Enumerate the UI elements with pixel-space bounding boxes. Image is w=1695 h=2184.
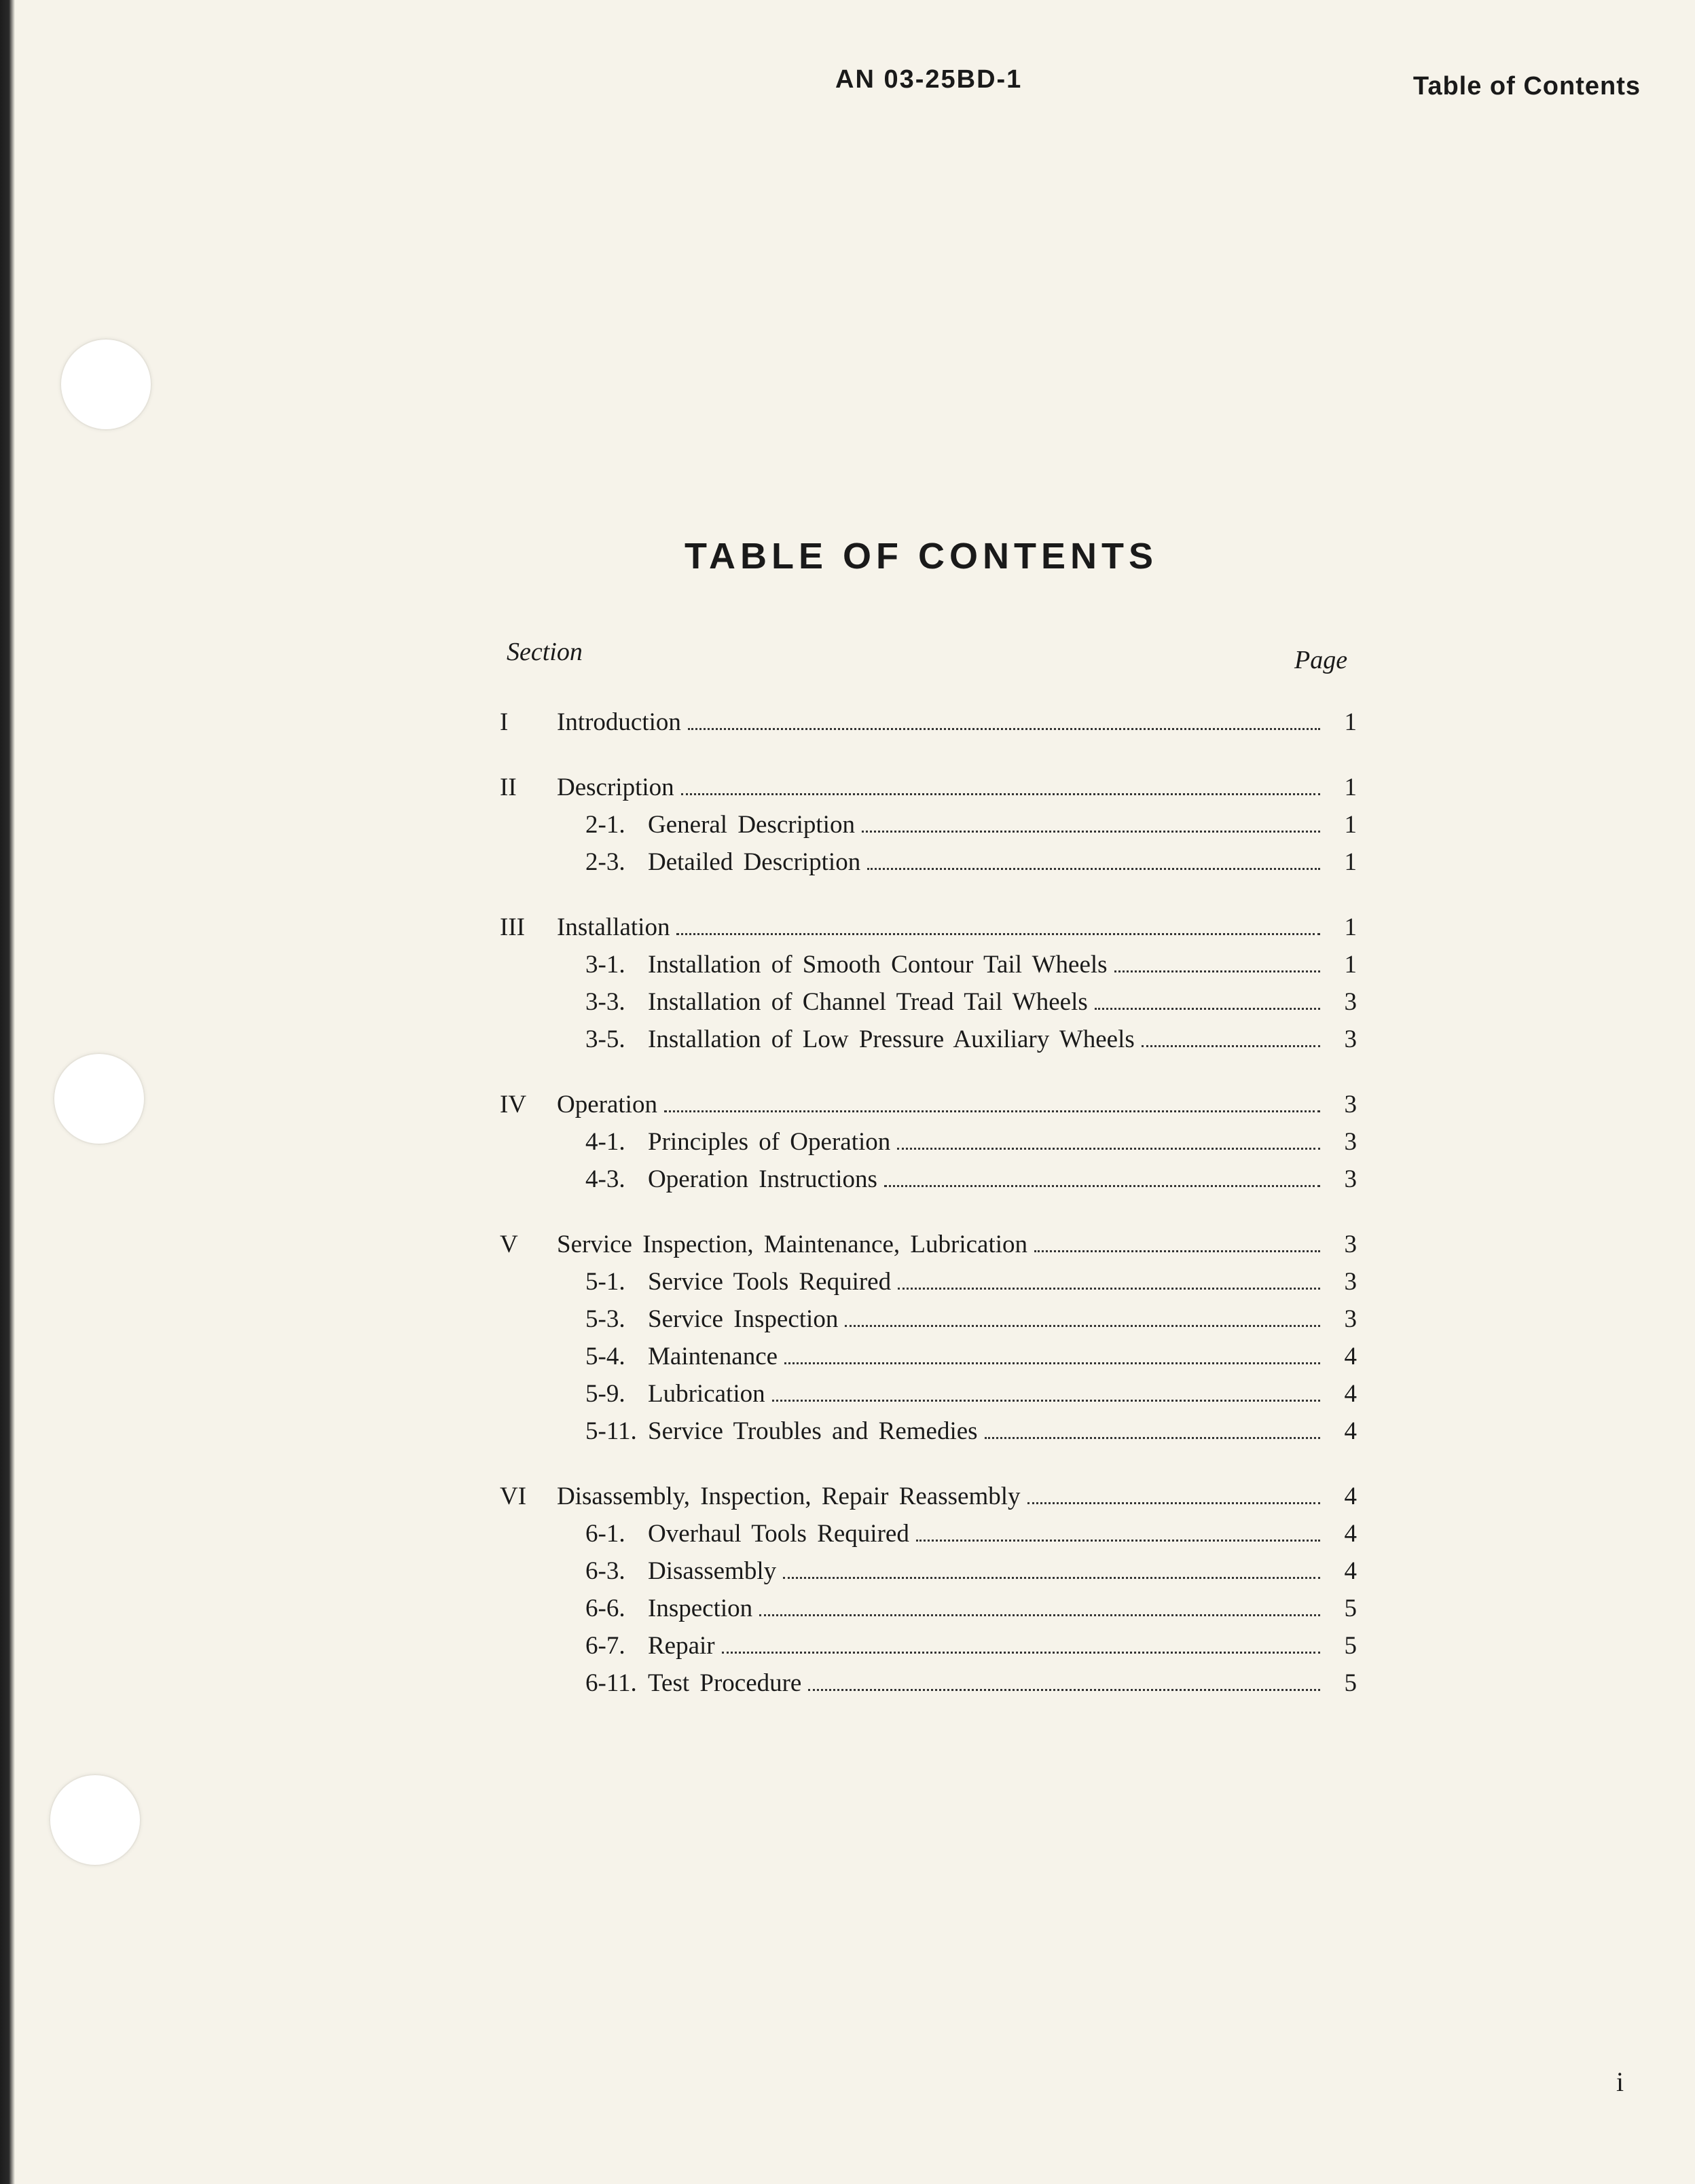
page-ref: 1	[1344, 951, 1357, 979]
entry-title: Maintenance	[648, 1343, 778, 1370]
page-ref: 3	[1344, 1091, 1357, 1118]
entry-title: Lubrication	[648, 1380, 765, 1408]
page-ref: 5	[1344, 1669, 1357, 1697]
dot-leader	[862, 831, 1320, 833]
entry-title: Service Tools Required	[648, 1268, 892, 1296]
entry-title: Installation of Smooth Contour Tail Wheels	[648, 951, 1108, 979]
section-title: Service Inspection, Maintenance, Lubrication	[557, 1231, 1027, 1258]
dot-leader	[1095, 1008, 1320, 1010]
section-title: Disassembly, Inspection, Repair Reassembly	[557, 1482, 1021, 1510]
dot-leader	[676, 933, 1320, 935]
page-ref: 4	[1344, 1557, 1357, 1585]
section-title: Description	[557, 774, 674, 801]
toc-section-row[interactable]	[500, 765, 1357, 802]
entry-title: Principles of Operation	[648, 1128, 891, 1156]
punch-hole	[49, 1774, 141, 1866]
dot-leader	[783, 1577, 1320, 1579]
page-ref: 4	[1344, 1417, 1357, 1445]
toc-entry-row[interactable]	[585, 1017, 1357, 1054]
page-ref: 4	[1344, 1343, 1357, 1370]
dot-leader	[784, 1362, 1320, 1364]
toc-section-group	[500, 765, 1357, 877]
dot-leader	[898, 1288, 1320, 1290]
page-ref: 4	[1344, 1520, 1357, 1548]
page-ref: 4	[1344, 1380, 1357, 1408]
dot-leader	[1142, 1045, 1320, 1047]
toc-section-group	[500, 905, 1357, 1054]
toc-section-group	[500, 1474, 1357, 1698]
entry-title: Disassembly	[648, 1557, 777, 1585]
toc-entry-row[interactable]	[585, 1371, 1357, 1408]
toc-entry-row[interactable]	[585, 1586, 1357, 1623]
toc-section-row[interactable]	[500, 699, 1357, 737]
entry-number: 5-11.	[585, 1417, 637, 1445]
page-ref: 3	[1344, 1305, 1357, 1333]
page-ref: 3	[1344, 1128, 1357, 1156]
entry-number: 3-5.	[585, 1025, 625, 1053]
toc-entry-row[interactable]	[585, 942, 1357, 979]
dot-leader	[884, 1185, 1320, 1187]
section-number: II	[500, 774, 517, 801]
document-number: AN 03-25BD-1	[835, 65, 1023, 94]
toc-entry-row[interactable]	[585, 1408, 1357, 1446]
page-ref: 4	[1344, 1482, 1357, 1510]
entry-number: 5-3.	[585, 1305, 625, 1333]
entry-number: 2-3.	[585, 848, 625, 876]
page-ref: 1	[1344, 708, 1357, 736]
section-title: Operation	[557, 1091, 657, 1118]
toc-entry-row[interactable]	[585, 1259, 1357, 1296]
page-ref: 1	[1344, 848, 1357, 876]
toc-section-row[interactable]	[500, 1082, 1357, 1119]
dot-leader	[808, 1689, 1320, 1691]
toc-entry-row[interactable]	[585, 1296, 1357, 1334]
toc-entry-row[interactable]	[585, 1660, 1357, 1698]
toc-section-row[interactable]	[500, 1474, 1357, 1511]
dot-leader	[1034, 1250, 1320, 1252]
entry-number: 4-1.	[585, 1128, 625, 1156]
punch-hole	[53, 1053, 145, 1145]
entry-number: 5-1.	[585, 1268, 625, 1296]
entry-number: 6-1.	[585, 1520, 625, 1548]
section-number: III	[500, 913, 525, 941]
entry-title: Detailed Description	[648, 848, 861, 876]
toc-entry-row[interactable]	[585, 1334, 1357, 1371]
dot-leader	[664, 1110, 1320, 1112]
entry-title: Service Troubles and Remedies	[648, 1417, 978, 1445]
dot-leader	[916, 1540, 1320, 1542]
entry-title: Repair	[648, 1632, 715, 1660]
dot-leader	[845, 1325, 1320, 1327]
toc-section-group	[500, 1222, 1357, 1446]
entry-number: 6-6.	[585, 1595, 625, 1622]
page-number: i	[1616, 2067, 1624, 2097]
page-ref: 1	[1344, 774, 1357, 801]
dot-leader	[688, 728, 1320, 730]
page-ref: 1	[1344, 811, 1357, 839]
entry-title: Installation of Low Pressure Auxiliary Wheels	[648, 1025, 1135, 1053]
section-title: Installation	[557, 913, 670, 941]
punch-hole	[60, 338, 152, 431]
dot-leader	[772, 1400, 1320, 1402]
entry-title: Test Procedure	[648, 1669, 802, 1697]
entry-number: 3-1.	[585, 951, 625, 979]
entry-number: 2-1.	[585, 811, 625, 839]
table-of-contents	[500, 699, 1357, 1726]
page-ref: 3	[1344, 1268, 1357, 1296]
dot-leader	[897, 1148, 1320, 1150]
entry-number: 6-3.	[585, 1557, 625, 1585]
entry-title: Installation of Channel Tread Tail Wheels	[648, 988, 1088, 1016]
toc-entry-row[interactable]	[585, 1511, 1357, 1548]
page-ref: 5	[1344, 1595, 1357, 1622]
section-column-heading: Section	[507, 638, 583, 666]
toc-entry-row[interactable]	[585, 1548, 1357, 1586]
section-number: V	[500, 1231, 518, 1258]
entry-title: Overhaul Tools Required	[648, 1520, 909, 1548]
toc-section-group	[500, 699, 1357, 737]
page-ref: 5	[1344, 1632, 1357, 1660]
page-ref: 3	[1344, 1231, 1357, 1258]
entry-title: Operation Instructions	[648, 1165, 877, 1193]
running-header-title: Table of Contents	[1412, 72, 1641, 101]
entry-number: 3-3.	[585, 988, 625, 1016]
entry-number: 4-3.	[585, 1165, 625, 1193]
toc-section-group	[500, 1082, 1357, 1194]
page-ref: 3	[1344, 1025, 1357, 1053]
entry-title: Inspection	[648, 1595, 753, 1622]
dot-leader	[867, 868, 1320, 870]
toc-section-row[interactable]	[500, 1222, 1357, 1259]
dot-leader	[985, 1437, 1320, 1439]
toc-entry-row[interactable]	[585, 802, 1357, 839]
dot-leader	[1114, 970, 1320, 972]
toc-entry-row[interactable]	[585, 839, 1357, 877]
dot-leader	[722, 1652, 1320, 1654]
toc-entry-row[interactable]	[585, 1119, 1357, 1157]
dot-leader	[1027, 1502, 1320, 1504]
entry-number: 5-9.	[585, 1380, 625, 1408]
page-ref: 3	[1344, 988, 1357, 1016]
dot-leader	[681, 793, 1320, 795]
toc-entry-row[interactable]	[585, 1623, 1357, 1660]
section-title: Introduction	[557, 708, 681, 736]
section-number: I	[500, 708, 509, 736]
entry-number: 5-4.	[585, 1343, 625, 1370]
page-ref: 3	[1344, 1165, 1357, 1193]
dot-leader	[759, 1614, 1320, 1616]
entry-title: General Description	[648, 811, 855, 839]
toc-entry-row[interactable]	[585, 1157, 1357, 1194]
section-number: VI	[500, 1482, 527, 1510]
entry-number: 6-7.	[585, 1632, 625, 1660]
page-ref: 1	[1344, 913, 1357, 941]
page-title: TABLE OF CONTENTS	[685, 536, 1158, 577]
entry-title: Service Inspection	[648, 1305, 839, 1333]
page-binding-edge	[0, 0, 15, 2184]
page-column-heading: Page	[1294, 646, 1348, 674]
entry-number: 6-11.	[585, 1669, 637, 1697]
toc-entry-row[interactable]	[585, 979, 1357, 1017]
toc-section-row[interactable]	[500, 905, 1357, 942]
section-number: IV	[500, 1091, 527, 1118]
